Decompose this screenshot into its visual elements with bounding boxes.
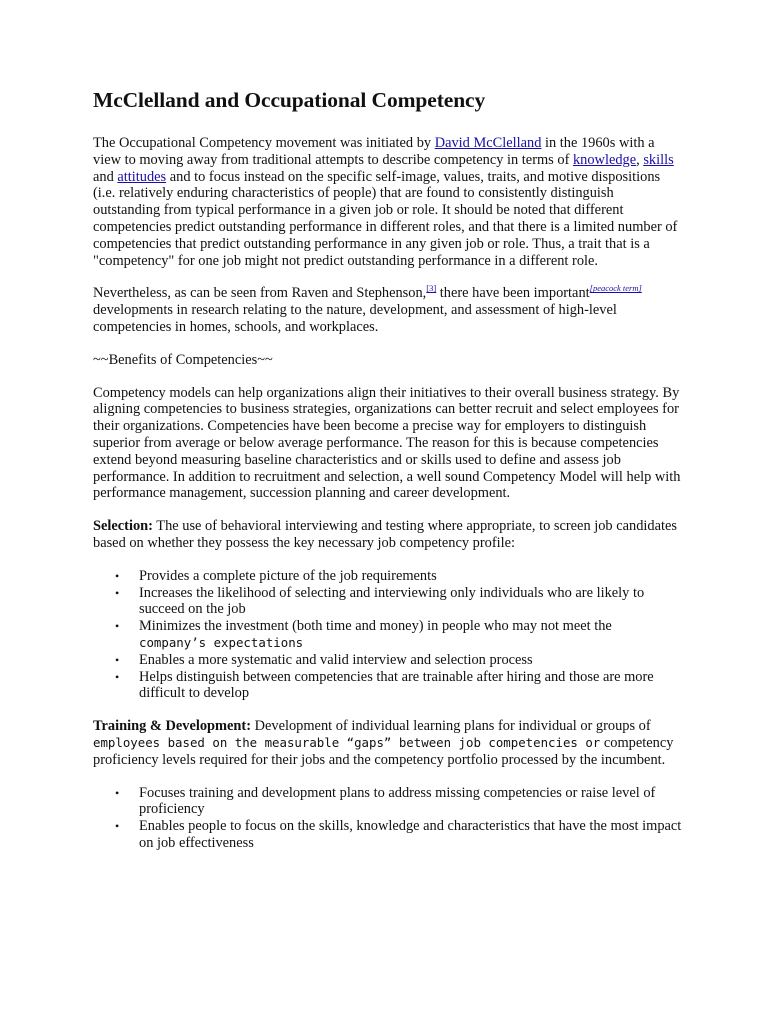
- selection-label: Selection:: [93, 518, 153, 535]
- bullet-icon: •: [115, 819, 120, 834]
- list-item: • Focuses training and development plans to address missing competencies or raise level of proficiency: [115, 784, 656, 818]
- peacock-term-note: [590, 283, 642, 293]
- bullet-icon: •: [115, 619, 120, 634]
- document-page: [93, 86, 683, 868]
- benefits-heading: ~~Benefits of Competencies~~: [93, 351, 273, 368]
- peacock-term-link[interactable]: [peacock term]: [589, 283, 642, 294]
- bullet-icon: •: [115, 669, 120, 684]
- list-item: • Provides a complete picture of the job requirements: [115, 567, 437, 584]
- bullet-icon: •: [115, 568, 120, 583]
- benefits-paragraph: Competency models can help organizations align their initiatives to their overall business strategy. By aligning competencies to business strategies, organizations can better recruit and select employees for their organizations. Competencies have been become a precise way for employers to distinguish superior from average or below average performance. The reason for this is because competencies extend beyond measuring baseline characteristics and or skills used to define and assess job performance. In addition to recruitment and selection, a well sound Competency Model will help with performance management, succession planning and career development.: [93, 384, 681, 502]
- bullet-icon: •: [115, 785, 120, 800]
- bullet-icon: •: [115, 585, 120, 600]
- link-david-mcclelland[interactable]: David McClelland: [434, 135, 542, 151]
- intro-paragraph: The Occupational Competency movement was initiated by David McClelland in the 1960s with a view to moving away from traditional attempts to describe competency in terms of knowledge, skills and attitudes and to focus instead on the specific self-image, values, traits, and motive dispositions (i.e. relatively enduring characteristics of people) that are found to consistently distinguish outstanding from typical performance in a given job or role. It should be noted that different competencies predict outstanding performance in different roles, and that there is a limited number of competencies that predict outstanding performance in any given job or role. Thus, a trait that is a "competency" for one job might not predict outstanding performance in a different role.: [93, 135, 678, 269]
- reference-link[interactable]: [3]: [426, 283, 437, 294]
- page-title: McClelland and Occupational Competency: [93, 88, 486, 112]
- reference-3: [426, 283, 436, 293]
- list-item: • Minimizes the investment (both time and money) in people who may not meet the company’s expectations: [115, 618, 612, 650]
- list-item: • Helps distinguish between competencies that are trainable after hiring and those are more difficult to develop: [115, 668, 654, 702]
- training-list: [93, 785, 683, 852]
- link-attitudes[interactable]: attitudes: [117, 168, 167, 185]
- bullet-icon: •: [115, 652, 120, 667]
- selection-paragraph: Selection: The use of behavioral interviewing and testing where appropriate, to screen job candidates based on whether they possess the key necessary job competency profile:: [93, 518, 677, 551]
- training-paragraph: Training & Development: Development of individual learning plans for individual or groups of employees based on the measurable “gaps” between job competencies or competency proficiency levels required for their jobs and the competency portfolio processed by the incumbent.: [93, 718, 674, 768]
- list-item: • Enables a more systematic and valid interview and selection process: [115, 651, 533, 668]
- list-item: • Enables people to focus on the skills, knowledge and characteristics that have the most impact on job effectiveness: [115, 818, 682, 851]
- training-label: Training & Development:: [93, 718, 252, 735]
- list-item: • Increases the likelihood of selecting and interviewing only individuals who are likely to succeed on the job: [115, 584, 645, 618]
- link-skills[interactable]: skills: [643, 151, 674, 168]
- selection-list: [93, 568, 683, 702]
- link-knowledge[interactable]: knowledge: [572, 151, 637, 168]
- nevertheless-paragraph: Nevertheless, as can be seen from Raven and Stephenson,[3] there have been important[peacock term] developments in research relating to the nature, development, and assessment of high-level competencies in homes, schools, and workplaces.: [93, 283, 642, 335]
